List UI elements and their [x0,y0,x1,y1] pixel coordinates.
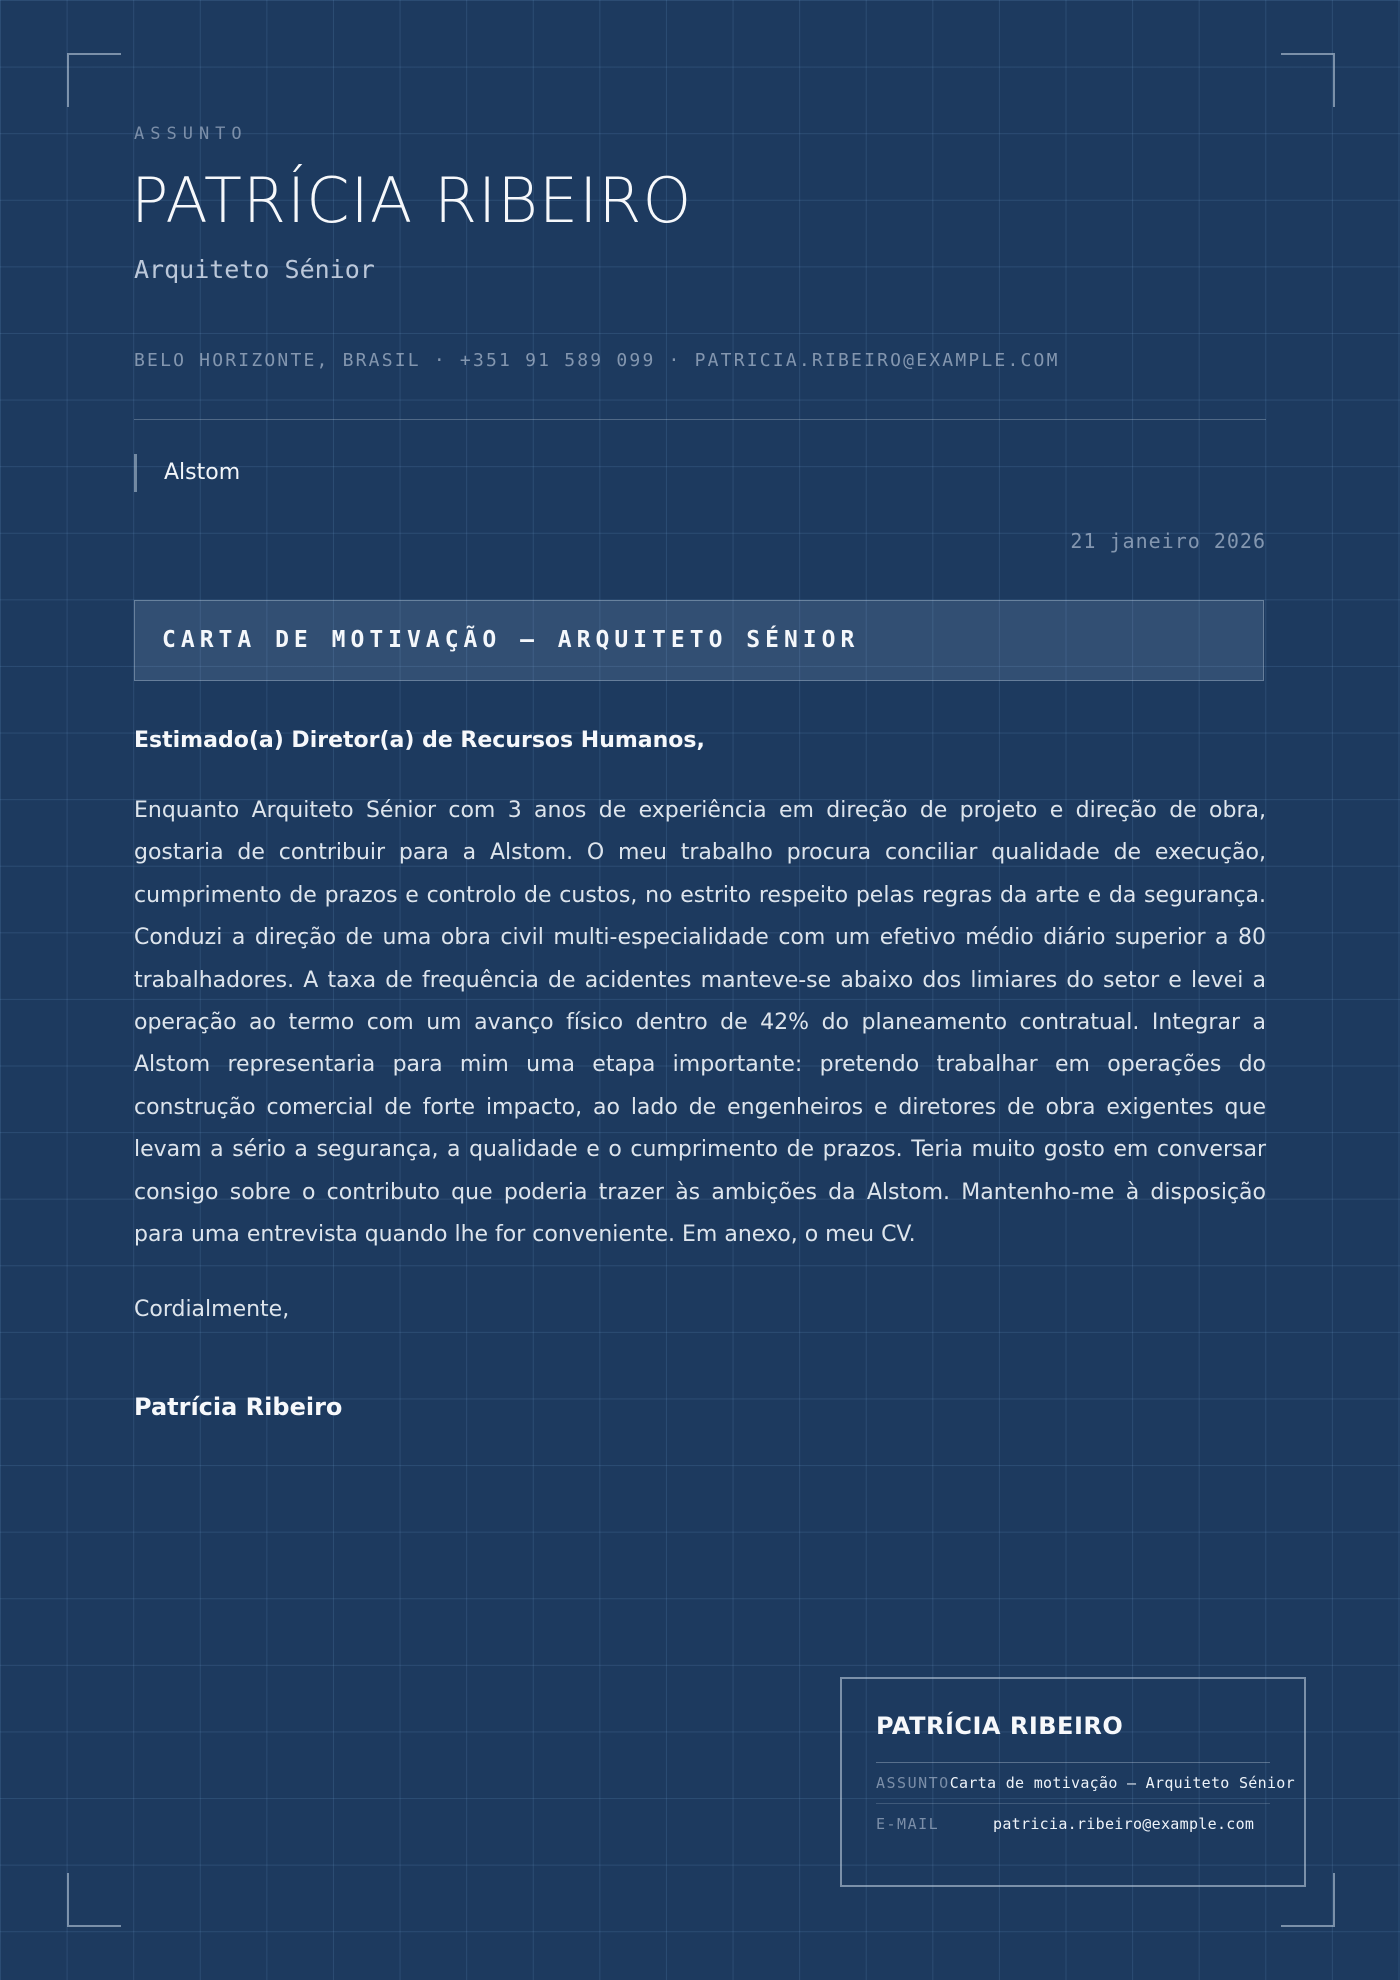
contact-line: BELO HORIZONTE, BRASIL · +351 91 589 099 · PATRICIA.RIBEIRO@EXAMPLE.COM [134,350,1060,371]
salutation: Estimado(a) Diretor(a) de Recursos Humanos, [134,728,705,753]
sender-role: Arquiteto Sénior [134,255,375,284]
card-row-email [876,1804,1270,1844]
closing: Cordialmente, [134,1297,290,1322]
header-divider [134,419,1266,420]
recipient-company: Alstom [134,454,240,492]
card-row-subject [876,1763,1295,1804]
card-row-label: ASSUNTO [876,1774,950,1792]
signature: Patrícia Ribeiro [134,1393,343,1421]
subject-banner: CARTA DE MOTIVAÇÃO — ARQUITETO SÉNIOR [134,600,1264,681]
sender-name: PATRÍCIA RIBEIRO [131,164,693,237]
card-row-value: Carta de motivação — Arquiteto Sénior [949,1774,1295,1792]
card-name: PATRÍCIA RIBEIRO [876,1712,1124,1740]
card-row-value[interactable]: patricia.ribeiro@example.com [993,1815,1255,1833]
summary-card [840,1677,1306,1887]
letter-body: Enquanto Arquiteto Sénior com 3 anos de experiência em direção de projeto e direção de obra, gostaria de contribuir para a Alstom. O meu trabalho procura conciliar qualidade de execução, cumprimento de prazos e controlo de custos, no estrito respeito pelas regras da arte e da segurança. Conduzi a direção de uma obra civil multi-especialidade com um efetivo médio diário superior a 80 trabalhadores. A taxa de frequência de acidentes manteve-se abaixo dos limiares do setor e levei a operação ao termo com um avanço físico dentro de 42% do planeamento contratual. Integrar a Alstom representaria para mim uma etapa importante: pretendo trabalhar em operações do construção comercial de forte impacto, ao lado de engenheiros e diretores de obra exigentes que levam a sério a segurança, a qualidade e o cumprimento de prazos. Teria muito gosto em conversar consigo sobre o contributo que poderia trazer às ambições da Alstom. Mantenho-me à disposição para uma entrevista quando lhe for conveniente. Em anexo, o meu CV. [134,798,1266,1248]
header-kicker: ASSUNTO [134,124,248,144]
corner-mark-top-left [67,53,121,107]
corner-mark-top-right [1281,53,1335,107]
letter-date: 21 janeiro 2026 [1070,529,1266,553]
corner-mark-bottom-left [67,1873,121,1927]
card-row-label: E-MAIL [876,1815,940,1833]
